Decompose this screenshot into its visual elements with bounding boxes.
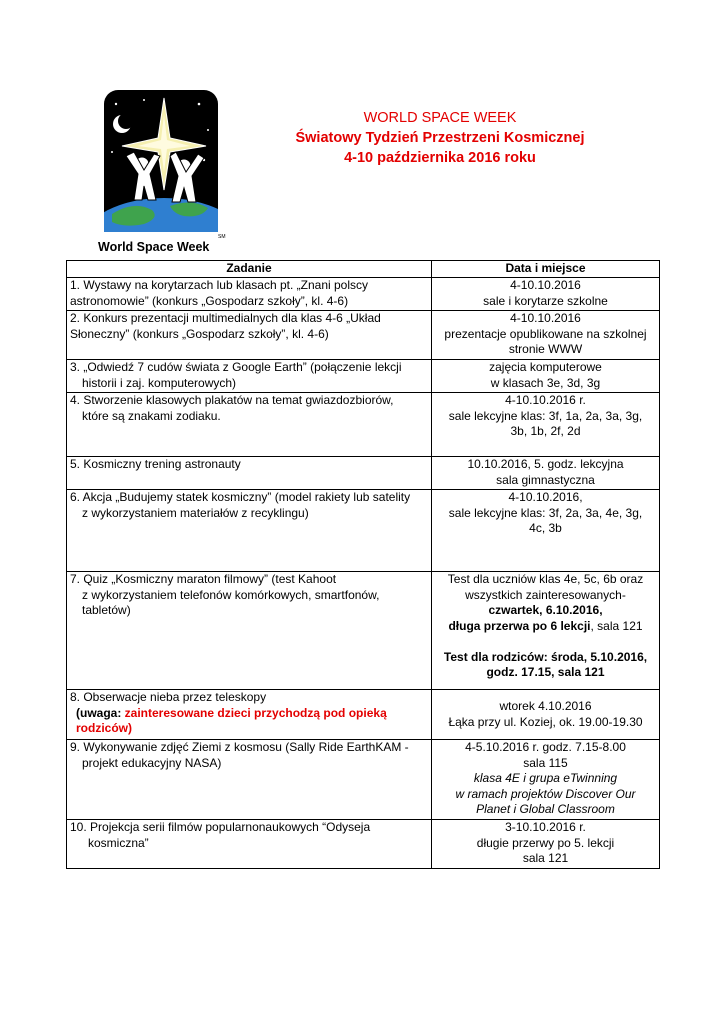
table-row <box>67 572 660 690</box>
task-cell: 1. Wystawy na korytarzach lub klasach pt. „Znani polscy astronomowie” (konkurs „Gospodarz szkoły”, kl. 4-6) <box>67 278 432 311</box>
table-row <box>67 393 660 457</box>
task-cell: 7. Quiz „Kosmiczny maraton filmowy” (test Kahoot z wykorzystaniem telefonów komórkowych, smartfonów, tabletów) <box>67 572 432 690</box>
table-row <box>67 457 660 490</box>
task-cell: 5. Kosmiczny trening astronauty <box>67 457 432 490</box>
page-title <box>280 108 600 168</box>
table-row <box>67 820 660 869</box>
place-cell: Test dla uczniów klas 4e, 5c, 6b oraz wszystkich zainteresowanych- czwartek, 6.10.2016, długa przerwa po 6 lekcji, sala 121 Test dla rodziców: środa, 5.10.2016, godz. 17.15, sala 121 <box>432 572 660 690</box>
schedule-table <box>66 260 660 869</box>
header-task: Zadanie <box>67 261 432 278</box>
place-cell: 4-10.10.2016 r. sale lekcyjne klas: 3f, 1a, 2a, 3a, 3g, 3b, 1b, 2f, 2d <box>432 393 660 457</box>
place-cell: 4-10.10.2016 prezentacje opublikowane na szkolnej stronie WWW <box>432 311 660 360</box>
task-cell: 2. Konkurs prezentacji multimedialnych dla klas 4-6 „Układ Słoneczny” (konkurs „Gospodarz szkoły”, kl. 4-6) <box>67 311 432 360</box>
table-row <box>67 740 660 820</box>
task-cell: 8. Obserwacje nieba przez teleskopy (uwaga: zainteresowane dzieci przychodzą pod opieką rodziców) <box>67 690 432 740</box>
note-label: (uwaga: <box>76 705 125 720</box>
note-text: zainteresowane dzieci przychodzą pod opieką <box>124 705 387 720</box>
place-cell: 3-10.10.2016 r. długie przerwy po 5. lekcji sala 121 <box>432 820 660 869</box>
service-mark: SM <box>218 234 226 240</box>
task-cell: 6. Akcja „Budujemy statek kosmiczny” (model rakiety lub satelity z wykorzystaniem materiałów z recyklingu) <box>67 490 432 572</box>
logo-caption: World Space Week <box>98 240 210 254</box>
place-cell: zajęcia komputerowe w klasach 3e, 3d, 3g <box>432 360 660 393</box>
logo-artwork <box>104 90 218 232</box>
task-cell: 10. Projekcja serii filmów popularnonaukowych “Odyseja kosmiczna” <box>67 820 432 869</box>
title-line-2: Światowy Tydzień Przestrzeni Kosmicznej <box>295 130 585 146</box>
table-header-row <box>67 261 660 278</box>
place-cell: 4-5.10.2016 r. godz. 7.15-8.00 sala 115 klasa 4E i grupa eTwinning w ramach projektów Discover Our Planet i Global Classroom <box>432 740 660 820</box>
table-row <box>67 311 660 360</box>
title-line-3: 4-10 października 2016 roku <box>344 150 536 166</box>
table-row <box>67 690 660 740</box>
title-line-1: WORLD SPACE WEEK <box>363 110 517 126</box>
place-cell: 4-10.10.2016, sale lekcyjne klas: 3f, 2a, 3a, 4e, 3g, 4c, 3b <box>432 490 660 572</box>
header-place: Data i miejsce <box>432 261 660 278</box>
task-cell: 9. Wykonywanie zdjęć Ziemi z kosmosu (Sally Ride EarthKAM - projekt edukacyjny NASA) <box>67 740 432 820</box>
task-cell: 3. „Odwiedź 7 cudów świata z Google Earth” (połączenie lekcji historii i zaj. komputerowych) <box>67 360 432 393</box>
table-row <box>67 360 660 393</box>
table-row <box>67 490 660 572</box>
place-cell: 10.10.2016, 5. godz. lekcyjna sala gimnastyczna <box>432 457 660 490</box>
place-cell: 4-10.10.2016 sale i korytarze szkolne <box>432 278 660 311</box>
table-row <box>67 278 660 311</box>
place-cell: wtorek 4.10.2016 Łąka przy ul. Koziej, ok. 19.00-19.30 <box>432 690 660 740</box>
logo-panel <box>104 90 218 232</box>
world-space-week-logo <box>98 90 238 262</box>
task-cell: 4. Stworzenie klasowych plakatów na temat gwiazdozbiorów, które są znakami zodiaku. <box>67 393 432 457</box>
